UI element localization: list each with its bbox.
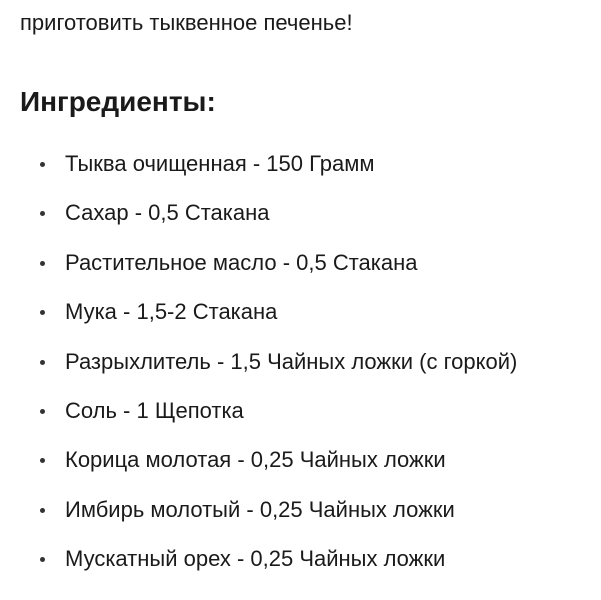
ingredient-item: Растительное масло - 0,5 Стакана	[0, 247, 517, 296]
ingredient-item: Сахар - 0,5 Стакана	[0, 197, 517, 246]
ingredient-item: Разрыхлитель - 1,5 Чайных ложки (с горкой)	[0, 346, 517, 395]
ingredient-item: Соль - 1 Щепотка	[0, 395, 517, 444]
ingredients-heading: Ингредиенты:	[20, 86, 216, 117]
ingredient-item: Мука - 1,5-2 Стакана	[0, 296, 517, 345]
ingredient-item: Имбирь молотый - 0,25 Чайных ложки	[0, 494, 517, 543]
intro-text: приготовить тыквенное печенье!	[20, 10, 353, 35]
ingredient-item: Тыква очищенная - 150 Грамм	[0, 148, 517, 197]
ingredients-list	[0, 148, 517, 593]
ingredient-item: Мускатный орех - 0,25 Чайных ложки	[0, 543, 517, 592]
ingredient-item: Корица молотая - 0,25 Чайных ложки	[0, 444, 517, 493]
